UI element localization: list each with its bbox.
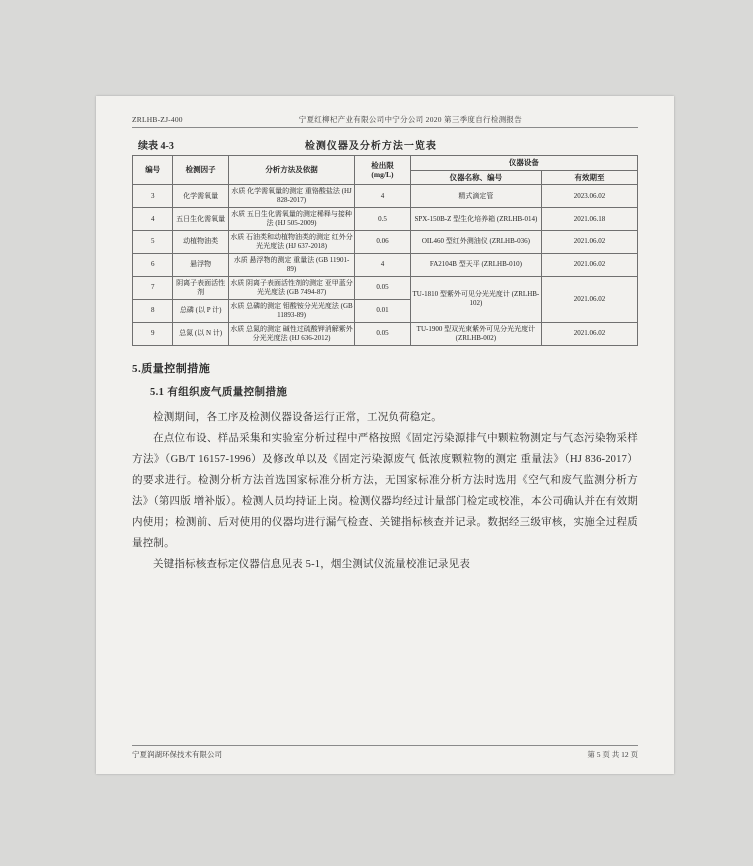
cell-limit: 0.05 bbox=[355, 322, 411, 345]
cell-factor: 五日生化需氧量 bbox=[173, 208, 229, 231]
cell-factor: 总氮 (以 N 计) bbox=[173, 322, 229, 345]
paragraph-2: 在点位布设、样品采集和实验室分析过程中严格按照《固定污染源排气中颗粒物测定与气态污染物采样方法》（GB/T 16157-1996）及修改单以及《固定污染源废气 低浓度颗粒物的测定 重量法》（HJ 836-2017）的要求进行。检测分析方法首选国家标准分析方法，无国家标准分析方法时选用《空气和废气监测分析方法》（第四版 增补版）。检测人员均持证上岗。检测仪器均经过计量部门检定或校准，本公司确认并在有效期内使用；检测前、后对使用的仪器均进行漏气检查、关键指标核查并记录。数据经三级审核，实施全过程质量控制。 bbox=[132, 432, 638, 549]
section-heading-5-1: 5.1 有组织废气质量控制措施 bbox=[150, 386, 288, 398]
footer-company: 宁夏润湖环保技术有限公司 bbox=[132, 750, 222, 759]
col-no: 编号 bbox=[133, 156, 173, 185]
cell-method: 水质 总氮的测定 碱性过硫酸钾消解紫外分光光度法 (HJ 636-2012) bbox=[228, 322, 354, 345]
cell-no: 5 bbox=[133, 231, 173, 254]
cell-valid: 2021.06.02 bbox=[542, 231, 638, 254]
section-heading-5: 5.质量控制措施 bbox=[132, 362, 211, 375]
cell-limit: 4 bbox=[355, 253, 411, 276]
col-limit bbox=[355, 156, 411, 185]
cell-limit: 0.5 bbox=[355, 208, 411, 231]
table-row bbox=[133, 185, 638, 208]
table-row bbox=[133, 276, 638, 299]
cell-valid: 2021.06.02 bbox=[542, 322, 638, 345]
paragraph-1: 检测期间，各工序及检测仪器设备运行正常，工况负荷稳定。 bbox=[153, 411, 442, 423]
footer-page-number: 第 5 页 共 12 页 bbox=[587, 750, 638, 759]
cell-no: 6 bbox=[133, 253, 173, 276]
cell-valid: 2021.06.02 bbox=[542, 253, 638, 276]
cell-method: 水质 石油类和动植物油类的测定 红外分光光度法 (HJ 637-2018) bbox=[228, 231, 354, 254]
cell-limit: 4 bbox=[355, 185, 411, 208]
table-caption bbox=[138, 137, 628, 152]
cell-factor: 动植物油类 bbox=[173, 231, 229, 254]
cell-factor: 总磷 (以 P 计) bbox=[173, 299, 229, 322]
table-row bbox=[133, 231, 638, 254]
table-number: 续表 4-3 bbox=[138, 141, 174, 152]
table-row bbox=[133, 322, 638, 345]
cell-no: 8 bbox=[133, 299, 173, 322]
col-factor: 检测因子 bbox=[173, 156, 229, 185]
cell-valid: 2021.06.18 bbox=[542, 208, 638, 231]
table-row bbox=[133, 253, 638, 276]
page-content bbox=[132, 114, 638, 575]
cell-instrument: 精式滴定管 bbox=[410, 185, 541, 208]
cell-no: 3 bbox=[133, 185, 173, 208]
col-valid-until: 有效期至 bbox=[542, 170, 638, 185]
cell-method: 水质 五日生化需氧量的测定稀释与接种法 (HJ 505-2009) bbox=[228, 208, 354, 231]
table-header-row bbox=[133, 156, 638, 171]
cell-method: 水质 总磷的测定 钼酸铵分光光度法 (GB 11893-89) bbox=[228, 299, 354, 322]
instrument-method-table bbox=[132, 155, 638, 346]
cell-factor: 悬浮物 bbox=[173, 253, 229, 276]
page-header bbox=[132, 114, 638, 128]
cell-no: 4 bbox=[133, 208, 173, 231]
col-limit-label: 检出限 bbox=[371, 160, 394, 170]
cell-instrument: SPX-150B-Z 型生化培养箱 (ZRLHB-014) bbox=[410, 208, 541, 231]
page-footer bbox=[132, 745, 638, 760]
cell-no: 9 bbox=[133, 322, 173, 345]
cell-limit: 0.06 bbox=[355, 231, 411, 254]
col-instrument-name: 仪器名称、编号 bbox=[410, 170, 541, 185]
cell-factor: 化学需氧量 bbox=[173, 185, 229, 208]
cell-method: 水质 化学需氧量的测定 重铬酸盐法 (HJ 828-2017) bbox=[228, 185, 354, 208]
cell-instrument: FA2104B 型天平 (ZRLHB-010) bbox=[410, 253, 541, 276]
table-title: 检测仪器及分析方法一览表 bbox=[304, 141, 437, 152]
cell-instrument: OIL460 型红外测油仪 (ZRLHB-036) bbox=[410, 231, 541, 254]
cell-no: 7 bbox=[133, 276, 173, 299]
col-instrument-group: 仪器设备 bbox=[410, 156, 637, 171]
col-method: 分析方法及依据 bbox=[228, 156, 354, 185]
paragraph-3: 关键指标核查标定仪器信息见表 5-1，烟尘测试仪流量校准记录见表 bbox=[153, 558, 471, 570]
report-title: 宁夏红柳杞产业有限公司中宁分公司 2020 第三季度自行检测报告 bbox=[298, 115, 523, 124]
cell-valid: 2021.06.02 bbox=[542, 276, 638, 322]
cell-instrument: TU-1810 型紫外可见分光光度计 (ZRLHB-102) bbox=[410, 276, 541, 322]
document-code: ZRLHB-ZJ-400 bbox=[132, 115, 183, 124]
cell-method: 水质 阴离子表面活性剂的测定 亚甲蓝分光光度法 (GB 7494-87) bbox=[228, 276, 354, 299]
cell-method: 水质 悬浮物的测定 重量法 (GB 11901-89) bbox=[228, 253, 354, 276]
cell-valid: 2023.06.02 bbox=[542, 185, 638, 208]
cell-limit: 0.05 bbox=[355, 276, 411, 299]
cell-instrument: TU-1900 型双光束紫外可见分光光度计 (ZRLHB-002) bbox=[410, 322, 541, 345]
col-limit-unit: (mg/L) bbox=[371, 170, 394, 180]
document-sheet bbox=[96, 96, 674, 774]
cell-limit: 0.01 bbox=[355, 299, 411, 322]
table-row bbox=[133, 208, 638, 231]
cell-factor: 阴离子表面活性剂 bbox=[173, 276, 229, 299]
